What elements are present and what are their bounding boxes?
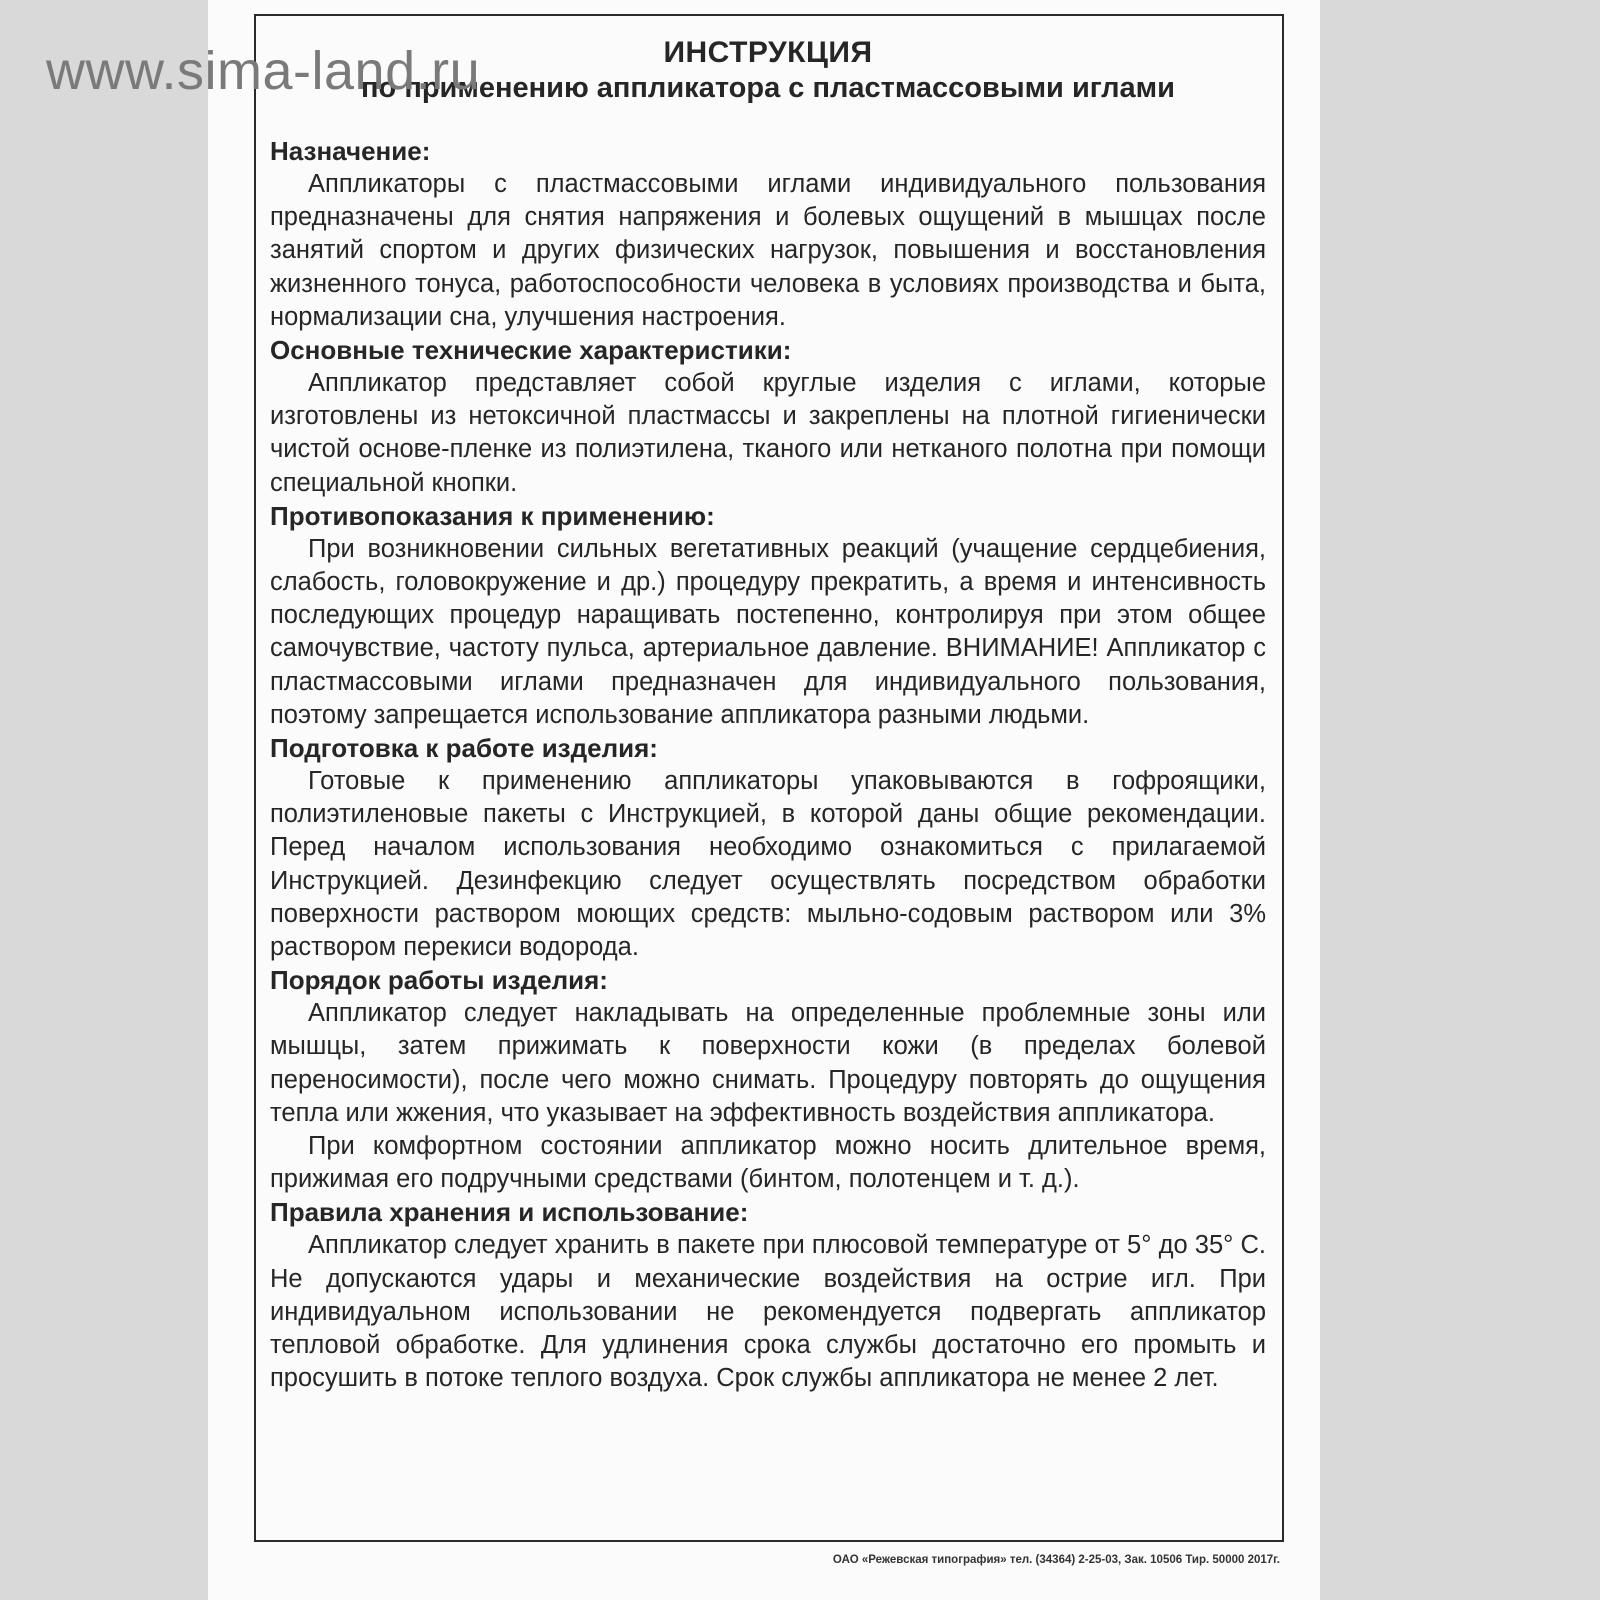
watermark: www.sima-land.ru xyxy=(46,41,481,101)
section-paragraph: Аппликатор следует хранить в пакете при плюсовой температуре от 5° до 35° С. Не допускаются удары и механические воздействия на острие игл. При индивидуальном использовании не рекомендуется подвергать аппликатор тепловой обработке. Для удлинения срока службы достаточно его промыть и просушить в потоке теплого воздуха. Срок службы аппликатора не менее 2 лет. xyxy=(270,1231,1266,1393)
section-preparation xyxy=(270,732,1266,964)
section-paragraph: При возникновении сильных вегетативных реакций (учащение сердцебиения, слабость, головокружение и др.) процедуру прекратить, а время и интенсивность последующих процедур наращивать постепенно, контролируя при этом общее самочувствие, частоту пульса, артериальное давление. ВНИМАНИЕ! Аппликатор с пластмассовыми иглами предназначен для индивидуального пользования, поэтому запрещается использование аппликатора разными людьми. xyxy=(270,534,1266,729)
section-heading: Назначение: xyxy=(270,136,431,166)
section-paragraph: Аппликаторы с пластмассовыми иглами индивидуального пользования предназначены для снятия напряжения и болевых ощущений в мышцах после занятий спортом и других физических нагрузок, повышения и восстановления жизненного тонуса, работоспособности человека в условиях производства и быта, нормализации сна, улучшения настроения. xyxy=(270,170,1266,331)
section-heading: Противопоказания к применению: xyxy=(270,500,715,531)
section-purpose xyxy=(270,135,1266,334)
section-heading: Порядок работы изделия: xyxy=(270,965,608,996)
printer-imprint: ОАО «Режевская типография» тел. (34364) 2-25-03, Зак. 10506 Тир. 50000 2017г. xyxy=(832,1554,1280,1566)
section-paragraph: Аппликатор следует накладывать на определенные проблемные зоны или мышцы, затем прижимать к поверхности кожи (в пределах болевой переносимости), после чего можно снимать. Процедуру повторять до ощущения тепла или жжения, что указывает на эффективность воздействия аппликатора. xyxy=(270,999,1266,1127)
document-title: ИНСТРУКЦИЯ xyxy=(663,36,873,69)
section-specifications xyxy=(270,334,1266,500)
instruction-document xyxy=(270,36,1266,1396)
section-storage xyxy=(270,1196,1266,1395)
section-paragraph: При комфортном состоянии аппликатор можно носить длительное время, прижимая его подручными средствами (бинтом, полотенцем и т. д.). xyxy=(270,1132,1266,1194)
section-heading: Подготовка к работе изделия: xyxy=(270,733,658,764)
document-subtitle: по применению аппликатора с пластмассовыми иглами xyxy=(361,72,1175,104)
section-contraindications xyxy=(270,500,1266,732)
section-heading: Правила хранения и использование: xyxy=(270,1197,749,1228)
section-paragraph: Готовые к применению аппликаторы упаковываются в гофроящики, полиэтиленовые пакеты с Инструкцией, в которой даны общие рекомендации. Перед началом использования необходимо ознакомиться с прилагаемой Инструкцией. Дезинфекцию следует осуществлять посредством обработки поверхности раствором моющих средств: мыльно-содовым раствором или 3% раствором перекиси водорода. xyxy=(270,767,1266,962)
section-paragraph: Аппликатор представляет собой круглые изделия с иглами, которые изготовлены из нетоксичной пластмассы и закреплены на плотной гигиенически чистой основе-пленке из полиэтилена, тканого или нетканого полотна при помощи специальной кнопки. xyxy=(270,369,1266,497)
section-heading: Основные технические характеристики: xyxy=(270,335,792,366)
section-procedure xyxy=(270,964,1266,1196)
